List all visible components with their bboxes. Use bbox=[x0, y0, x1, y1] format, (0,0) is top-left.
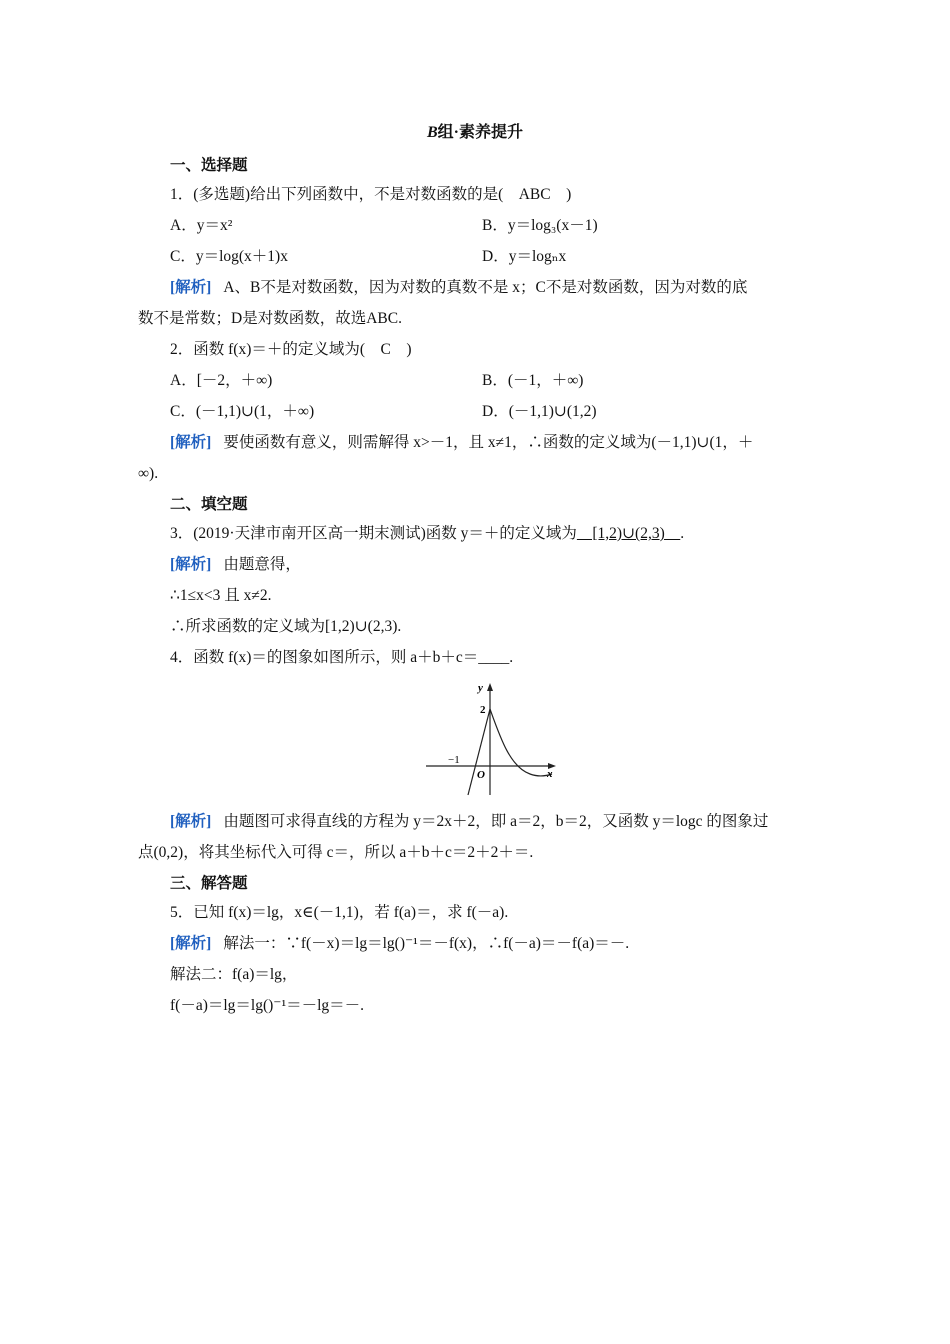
q1-option-d: D．y＝logₙx bbox=[482, 248, 567, 265]
q1-option-b: B．y＝log₃(x－1) bbox=[482, 217, 598, 234]
q2-explanation-line2: ∞). bbox=[138, 465, 159, 482]
line-segment bbox=[468, 709, 490, 795]
y-axis-arrow bbox=[487, 683, 493, 691]
q4-stem: 4．函数 f(x)＝的图象如图所示，则 a＋b＋c＝____. bbox=[170, 649, 514, 666]
x-tick-label: −1 bbox=[448, 754, 460, 766]
analysis-tag: [解析] bbox=[170, 935, 212, 952]
section-heading-solution: 三、解答题 bbox=[170, 875, 248, 892]
x-axis-label: x bbox=[547, 768, 553, 780]
q5-stem: 5．已知 f(x)＝lg，x∈(－1,1)，若 f(a)＝，求 f(－a). bbox=[170, 904, 509, 921]
q1-explanation-line1: [解析] A、B不是对数函数，因为对数的真数不是 x；C不是对数函数，因为对数的底 bbox=[170, 279, 748, 296]
q2-explanation-line1: [解析] 要使函数有意义，则需解得 x>－1，且 x≠1，∴函数的定义域为(－1,1)∪(1，＋ bbox=[170, 434, 754, 451]
function-graph bbox=[420, 677, 560, 799]
q2-option-a: A．[－2，＋∞) bbox=[170, 372, 273, 389]
q3-explanation-line2: ∴1≤x<3 且 x≠2. bbox=[170, 587, 272, 604]
q1-stem: 1．(多选题)给出下列函数中，不是对数函数的是( ABC ) bbox=[170, 186, 572, 203]
analysis-tag: [解析] bbox=[170, 434, 212, 451]
page-title: B组·素养提升 bbox=[426, 124, 523, 141]
q5-explanation-line3: f(－a)＝lg＝lg()⁻¹＝－lg＝－. bbox=[170, 997, 365, 1014]
q4-explanation-line1: [解析] 由题图可求得直线的方程为 y＝2x＋2，即 a＝2，b＝2，又函数 y＝logc 的图象过 bbox=[170, 813, 769, 830]
y-tick-label: 2 bbox=[480, 704, 486, 716]
q3-explanation-line1: [解析] 由题意得， bbox=[170, 556, 301, 573]
q1-option-a: A．y＝x² bbox=[170, 217, 233, 234]
q1-explanation-line2: 数不是常数；D是对数函数，故选ABC. bbox=[138, 310, 402, 327]
q2-option-b: B．(－1，＋∞) bbox=[482, 372, 584, 389]
q1-option-c: C．y＝log(x＋1)x bbox=[170, 248, 288, 265]
q3-answer: [1,2)∪(2,3) bbox=[576, 525, 681, 542]
q2-option-d: D．(－1,1)∪(1,2) bbox=[482, 403, 597, 420]
origin-label: O bbox=[477, 769, 485, 781]
q2-option-c: C．(－1,1)∪(1，＋∞) bbox=[170, 403, 315, 420]
q3-explanation-line3: ∴所求函数的定义域为[1,2)∪(2,3). bbox=[170, 618, 402, 635]
y-axis-label: y bbox=[478, 682, 483, 694]
section-heading-fill: 二、填空题 bbox=[170, 496, 248, 513]
q4-explanation-line2: 点(0,2)，将其坐标代入可得 c＝，所以 a＋b＋c＝2＋2＋＝. bbox=[138, 844, 534, 861]
analysis-tag: [解析] bbox=[170, 813, 212, 830]
section-heading-choice: 一、选择题 bbox=[170, 157, 248, 174]
q2-stem: 2．函数 f(x)＝＋的定义域为( C ) bbox=[170, 341, 412, 358]
analysis-tag: [解析] bbox=[170, 556, 212, 573]
q3-stem: 3．(2019·天津市南开区高一期末测试)函数 y＝＋的定义域为 [1,2)∪(2,3) . bbox=[170, 525, 685, 542]
analysis-tag: [解析] bbox=[170, 279, 212, 296]
q5-explanation-line2: 解法二：f(a)＝lg， bbox=[170, 966, 298, 983]
q5-explanation-line1: [解析] 解法一：∵f(－x)＝lg＝lg()⁻¹＝－f(x)，∴f(－a)＝－f(a)＝－. bbox=[170, 935, 630, 952]
